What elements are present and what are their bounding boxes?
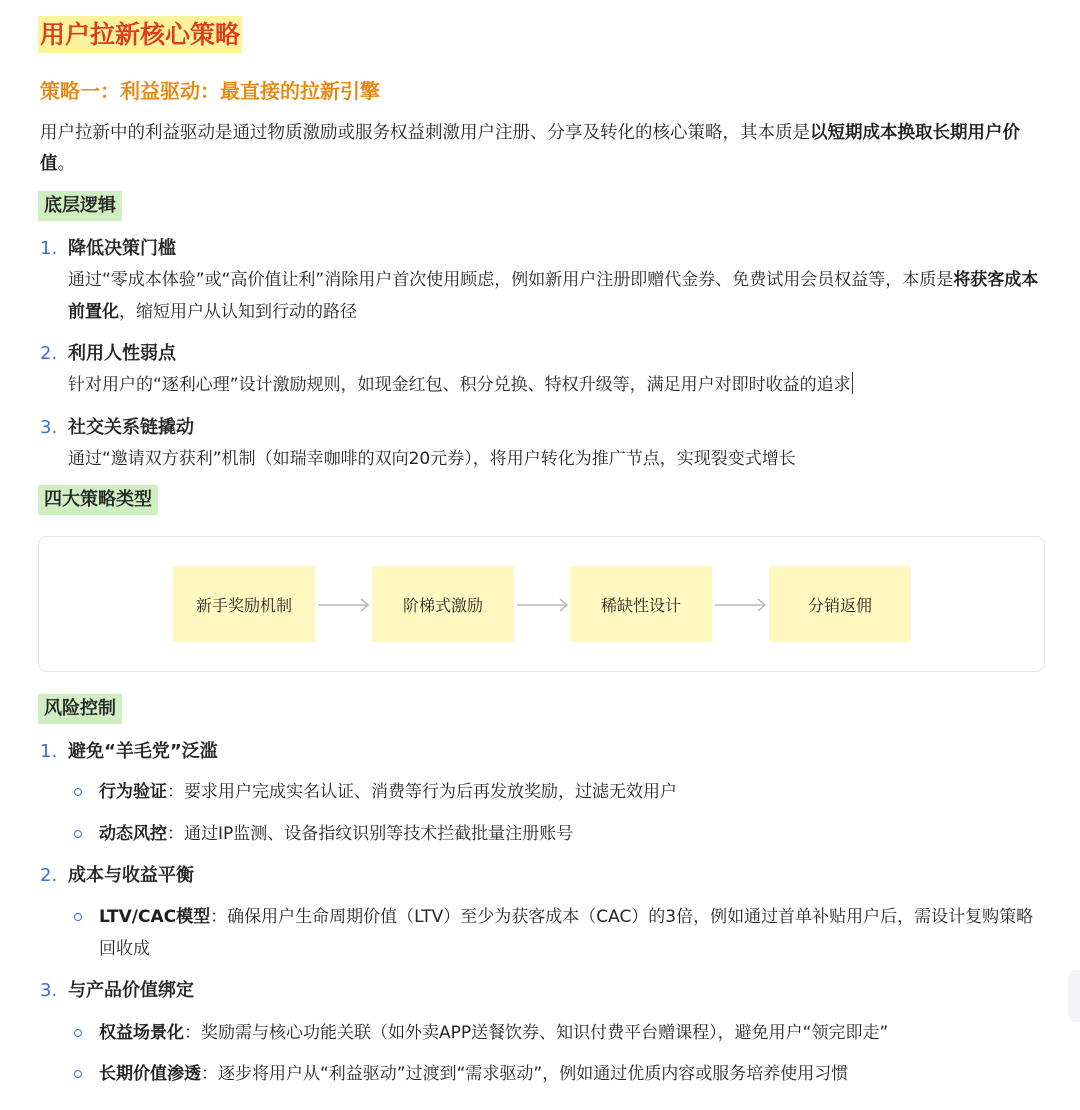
logic-item-text: 针对用户的“逐利心理”设计激励规则，如现金红包、积分兑换、特权升级等，满足用户对即时收益的追求 xyxy=(68,375,851,395)
scroll-edge-handle[interactable] xyxy=(1068,970,1080,1022)
sub-item-label: LTV/CAC模型 xyxy=(99,907,211,927)
flow-arrow-icon xyxy=(318,594,370,616)
risk-item-title: 成本与收益平衡 xyxy=(68,865,194,886)
flow-arrow-icon xyxy=(517,594,569,616)
sub-item-text: ：要求用户完成实名认证、消费等行为后再发放奖励，过滤无效用户 xyxy=(167,782,677,802)
sub-item-text: ：通过IP监测、设备指纹识别等技术拦截批量注册账号 xyxy=(167,824,574,844)
risk-item-title: 避免“羊毛党”泛滥 xyxy=(68,741,218,762)
list-number: 3. xyxy=(40,980,58,1001)
list-number: 3. xyxy=(40,417,58,438)
section-heading: 策略一：利益驱动：最直接的拉新引擎 xyxy=(40,79,380,103)
bullet-icon xyxy=(74,1070,82,1078)
intro-emphasis: 以短期成本换取长期用户价值 xyxy=(40,123,1020,174)
types-heading: 四大策略类型 xyxy=(38,485,158,515)
sub-item-label: 行为验证 xyxy=(99,782,167,802)
sub-item-text: ：确保用户生命周期价值（LTV）至少为获客成本（CAC）的3倍，例如通过首单补贴用户后，需设计复购策略回收成 xyxy=(99,907,1034,959)
logic-heading: 底层逻辑 xyxy=(38,191,122,221)
flow-node: 新手奖励机制 xyxy=(173,566,315,642)
logic-item-body[interactable] xyxy=(68,369,1053,401)
risk-sub-item xyxy=(99,776,1049,808)
risk-heading: 风险控制 xyxy=(38,694,122,724)
logic-item-title: 降低决策门槛 xyxy=(68,238,176,259)
logic-item-title: 利用人性弱点 xyxy=(68,343,176,364)
page-title: 用户拉新核心策略 xyxy=(38,16,242,53)
list-number: 2. xyxy=(40,865,58,886)
flow-node: 分销返佣 xyxy=(769,566,911,642)
risk-sub-item xyxy=(99,901,1049,965)
sub-item-label: 权益场景化 xyxy=(99,1023,184,1043)
risk-sub-item xyxy=(99,1017,1049,1049)
sub-item-text: ：逐步将用户从“利益驱动”过渡到“需求驱动”，例如通过优质内容或服务培养使用习惯 xyxy=(201,1064,849,1084)
sub-item-label: 长期价值渗透 xyxy=(99,1064,201,1084)
flow-node: 阶梯式激励 xyxy=(372,566,514,642)
list-number: 1. xyxy=(40,741,58,762)
intro-text: 用户拉新中的利益驱动是通过物质激励或服务权益刺激用户注册、分享及转化的核心策略，其本质是 xyxy=(40,123,810,143)
flow-node: 稀缺性设计 xyxy=(570,566,712,642)
bullet-icon xyxy=(74,913,82,921)
risk-sub-item xyxy=(99,1058,1049,1090)
bullet-icon xyxy=(74,788,82,796)
sub-item-label: 动态风控 xyxy=(99,824,167,844)
logic-item-text: 通过“零成本体验”或“高价值让利”消除用户首次使用顾虑，例如新用户注册即赠代金券、免费试用会员权益等，本质是 xyxy=(68,270,954,290)
logic-item-text-end: ，缩短用户从认知到行动的路径 xyxy=(119,302,357,322)
intro-text-end: 。 xyxy=(57,154,75,174)
bullet-icon xyxy=(74,1029,82,1037)
intro-paragraph xyxy=(40,118,1050,180)
text-cursor xyxy=(852,372,853,394)
flow-arrow-icon xyxy=(715,594,767,616)
risk-item-title: 与产品价值绑定 xyxy=(68,980,194,1001)
risk-sub-item xyxy=(99,818,1049,850)
logic-item-emphasis: 将获客成本前置化 xyxy=(68,270,1039,322)
list-number: 1. xyxy=(40,238,58,259)
list-number: 2. xyxy=(40,343,58,364)
logic-item-body: 通过“邀请双方获利”机制（如瑞幸咖啡的双向20元券），将用户转化为推广节点，实现裂变式增长 xyxy=(68,449,796,469)
sub-item-text: ：奖励需与核心功能关联（如外卖APP送餐饮券、知识付费平台赠课程），避免用户“领完即走” xyxy=(184,1023,889,1043)
logic-item-title: 社交关系链撬动 xyxy=(68,417,194,438)
logic-item-body xyxy=(68,264,1053,328)
bullet-icon xyxy=(74,830,82,838)
